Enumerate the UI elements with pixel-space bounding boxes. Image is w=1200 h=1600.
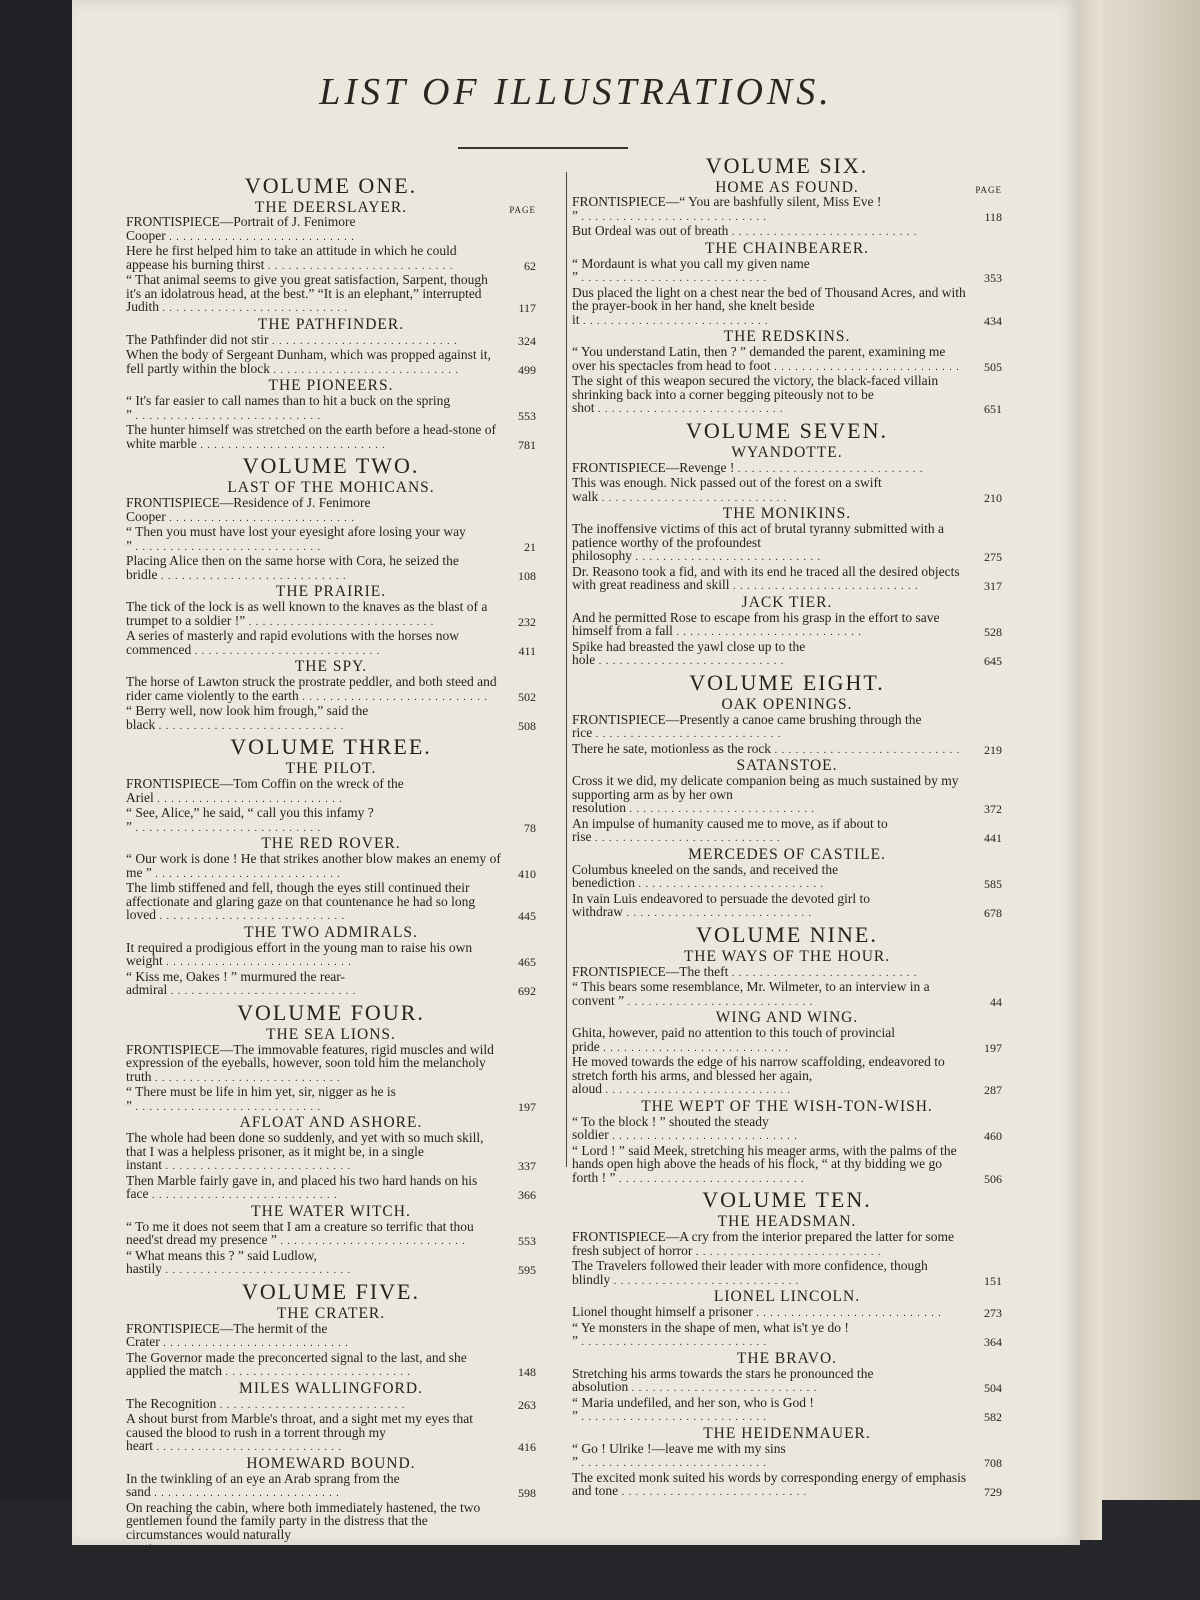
illustration-entry — [572, 1367, 1002, 1396]
entry-page-number: 505 — [984, 359, 1002, 374]
entry-caption: FRONTISPIECE—“ You are bashfully silent, Miss Eve ! ” . . . — [572, 195, 968, 224]
entry-caption: He moved towards the edge of his narrow scaffolding, endeavored to stretch forth his arms, and blessed her again, aloud . . . — [572, 1055, 968, 1098]
illustration-entry — [126, 394, 536, 423]
entry-caption: Lionel thought himself a prisoner . . . — [572, 1305, 968, 1321]
entry-page-number: 499 — [518, 362, 536, 377]
illustration-entry — [126, 777, 536, 806]
work-title: OAK OPENINGS. — [721, 695, 853, 713]
illustration-entry — [126, 881, 536, 924]
entry-caption: Columbus kneeled on the sands, and received the benediction . . . — [572, 863, 968, 892]
entry-page-number: 692 — [518, 984, 536, 998]
entry-caption: FRONTISPIECE—Tom Coffin on the wreck of the Ariel . . . — [126, 777, 502, 806]
volume-heading: VOLUME THREE. — [230, 734, 432, 759]
left-column — [126, 172, 536, 1557]
illustration-entry — [572, 1259, 1002, 1288]
illustration-entry — [126, 273, 536, 316]
entry-page-number: 263 — [518, 1397, 536, 1412]
volume-heading: VOLUME FIVE. — [242, 1278, 420, 1304]
page-edge — [1080, 0, 1102, 1540]
illustration-entry — [126, 244, 536, 273]
entry-page-number: 645 — [984, 654, 1002, 668]
illustration-entry — [126, 1501, 536, 1557]
work-title: THE HEIDENMAUER. — [703, 1424, 871, 1442]
entry-caption: “ That animal seems to give you great satisfaction, Sarpent, though it's an idolatrous head, at the best.” “It is an elephant,” interrupted Judith . . . — [126, 273, 502, 316]
work-title: THE PATHFINDER. — [257, 315, 405, 333]
entry-page-number: 44 — [990, 994, 1002, 1009]
illustration-entry — [572, 1115, 1002, 1144]
entry-page-number: 502 — [518, 689, 536, 704]
illustration-entry — [126, 1412, 536, 1455]
work-title: LAST OF THE MOHICANS. — [227, 479, 435, 496]
entry-caption: But Ordeal was out of breath . . . — [572, 224, 968, 240]
entry-page-number: 210 — [984, 490, 1002, 505]
entry-caption: And he permitted Rose to escape from his grasp in the effort to save himself from a fall . . . — [572, 611, 968, 640]
entry-page-number: 337 — [518, 1159, 536, 1173]
entry-page-number: 372 — [984, 802, 1002, 816]
work-title: THE REDSKINS. — [723, 328, 851, 345]
entry-caption: The Recognition . . . — [126, 1397, 502, 1413]
entry-caption: The inoffensive victims of this act of brutal tyranny submitted with a patience worthy of the profoundest philosophy . . . — [572, 522, 968, 565]
entry-page-number: 118 — [984, 209, 1002, 224]
entry-caption: When the body of Sergeant Dunham, which was propped against it, fell partly within the block . . . — [126, 348, 502, 377]
work-title: MERCEDES OF CASTILE. — [688, 845, 886, 863]
page-column-label: PAGE — [509, 205, 536, 215]
entry-caption: Ghita, however, paid no attention to this touch of provincial pride . . . — [572, 1026, 968, 1055]
illustration-entry — [572, 224, 1002, 240]
entry-caption: “ Then you must have lost your eyesight afore losing your way ” . . . — [126, 525, 502, 554]
entry-caption: The excited monk suited his words by corresponding energy of emphasis and tone . . . — [572, 1471, 968, 1500]
entry-caption: “ Kiss me, Oakes ! ” murmured the rear-admiral . . . — [126, 970, 502, 999]
entry-caption: FRONTISPIECE—Presently a canoe came brushing through the rice . . . — [572, 713, 968, 742]
entry-page-number: 287 — [984, 1083, 1002, 1097]
entry-caption: Dus placed the light on a chest near the bed of Thousand Acres, and with the prayer-book in her hand, she knelt beside it . . . — [572, 286, 968, 329]
entry-page-number: 273 — [984, 1306, 1002, 1320]
entry-caption: This was enough. Nick passed out of the forest on a swift walk . . . — [572, 476, 968, 505]
entry-page-number: 678 — [984, 906, 1002, 920]
entry-caption: “ Berry well, now look him frough,” said the black . . . — [126, 704, 502, 733]
illustration-entry — [572, 980, 1002, 1009]
entry-page-number: 353 — [984, 271, 1002, 285]
illustration-entry — [126, 1472, 536, 1501]
illustration-entry — [572, 1321, 1002, 1350]
entry-caption: An impulse of humanity caused me to move, as if about to rise . . . — [572, 817, 968, 846]
illustration-entry — [572, 742, 1002, 758]
entry-page-number: 553 — [518, 408, 536, 423]
illustration-entry — [572, 1026, 1002, 1055]
entry-page-number: 528 — [984, 625, 1002, 639]
work-title: THE WAYS OF THE HOUR. — [683, 947, 891, 965]
entry-page-number: 582 — [984, 1410, 1002, 1424]
entry-caption: “ This bears some resemblance, Mr. Wilmeter, to an interview in a convent ” . . . — [572, 980, 968, 1009]
entry-caption: “ Maria undefiled, and her son, who is God ! ” . . . — [572, 1396, 968, 1425]
volume-heading: VOLUME FOUR. — [237, 999, 425, 1025]
illustration-entry — [126, 333, 536, 349]
entry-caption: The Travelers followed their leader with more confidence, though blindly . . . — [572, 1259, 968, 1288]
entry-page-number: 434 — [984, 313, 1002, 328]
entry-page-number: 317 — [984, 579, 1002, 593]
entry-page-number: 197 — [518, 1099, 536, 1114]
entry-page-number: 506 — [984, 1171, 1002, 1186]
work-title: THE TWO ADMIRALS. — [244, 923, 418, 941]
work-title: THE CRATER. — [276, 1304, 386, 1322]
work-title: THE MONIKINS. — [722, 505, 852, 522]
entry-page-number: 781 — [518, 437, 536, 452]
entry-caption: FRONTISPIECE—Revenge ! . . . — [572, 461, 968, 477]
entry-caption: Then Marble fairly gave in, and placed his two hard hands on his face . . . — [126, 1174, 502, 1203]
work-title: WING AND WING. — [715, 1009, 859, 1026]
entry-caption: FRONTISPIECE—The theft . . . — [572, 965, 968, 981]
volume-heading: VOLUME TEN. — [702, 1187, 872, 1212]
illustration-entry — [572, 1471, 1002, 1500]
illustration-entry — [126, 496, 536, 525]
illustration-entry — [572, 640, 1002, 669]
entry-caption: “ Lord ! ” said Meek, stretching his meager arms, with the palms of the hands open high above the heads of his flock, “ at thy bidding we go forth ! ” . . . — [572, 1144, 968, 1187]
illustration-entry — [572, 286, 1002, 329]
entry-page-number: 62 — [524, 258, 536, 273]
illustration-entry — [572, 345, 1002, 374]
work-title: AFLOAT AND ASHORE. — [239, 1114, 423, 1131]
entry-page-number: 708 — [984, 1456, 1002, 1470]
title-rule — [458, 147, 628, 149]
illustration-entry — [572, 863, 1002, 892]
volume-heading: VOLUME EIGHT. — [689, 669, 885, 695]
entry-page-number: 108 — [518, 568, 536, 583]
entry-caption: On reaching the cabin, where both immediately hastened, the two gentlemen found the family party in the distress that the circumstances would naturally create . . . — [126, 1501, 502, 1557]
entry-caption: A series of masterly and rapid evolutions with the horses now commenced . . . — [126, 629, 502, 658]
entry-page-number: 630 — [518, 1542, 536, 1556]
illustration-entry — [572, 565, 1002, 594]
entry-caption: The whole had been done so suddenly, and yet with so much skill, that I was a helpless prisoner, as it might be, in a single instant . . . — [126, 1131, 502, 1174]
entry-caption: The sight of this weapon secured the victory, the black-faced villain shrinking back into a corner begging piteously not to be shot . . . — [572, 374, 968, 417]
illustration-entry — [572, 1055, 1002, 1098]
entry-page-number: 151 — [984, 1273, 1002, 1288]
entry-caption: FRONTISPIECE—The immovable features, rigid muscles and wild expression of the eyeballs, however, soon told him the melancholy truth . . . — [126, 1043, 502, 1086]
entry-page-number: 78 — [524, 820, 536, 835]
illustration-entry — [572, 374, 1002, 417]
column-divider — [566, 172, 567, 1167]
volume-heading: VOLUME NINE. — [696, 921, 878, 947]
work-title: THE PILOT. — [285, 760, 377, 777]
entry-caption: “ What means this ? ” said Ludlow, hastily . . . — [126, 1249, 502, 1278]
illustration-entry — [572, 476, 1002, 505]
entry-caption: The limb stiffened and fell, though the eyes still continued their affectionate and glaring gaze on that countenance he had so long loved . . . — [126, 881, 502, 924]
entry-caption: The tick of the lock is as well known to the knaves as the blast of a trumpet to a soldier !” . . . — [126, 600, 502, 629]
volume-heading: VOLUME ONE. — [244, 173, 418, 198]
entry-page-number: 21 — [524, 539, 536, 554]
illustration-entry — [126, 675, 536, 704]
page-column-label: PAGE — [975, 185, 1002, 195]
entry-caption: There he sate, motionless as the rock . . . — [572, 742, 968, 758]
entry-caption: The Governor made the preconcerted signal to the last, and she applied the match . . . — [126, 1351, 502, 1380]
entry-caption: Stretching his arms towards the stars he pronounced the absolution . . . — [572, 1367, 968, 1396]
entry-caption: “ You understand Latin, then ? ” demanded the parent, examining me over his spectacles from head to foot . . . — [572, 345, 968, 374]
illustration-entry — [126, 970, 536, 999]
work-title: THE WEPT OF THE WISH-TON-WISH. — [641, 1097, 933, 1115]
entry-caption: Spike had breasted the yawl close up to the hole . . . — [572, 640, 968, 669]
entry-page-number: 508 — [518, 718, 536, 733]
illustration-entry — [126, 1043, 536, 1086]
entry-page-number: 232 — [518, 614, 536, 629]
illustration-entry — [126, 1351, 536, 1380]
work-title: JACK TIER. — [741, 593, 833, 611]
illustration-entry — [572, 522, 1002, 565]
work-title: THE BRAVO. — [736, 1349, 838, 1367]
entry-page-number: 595 — [518, 1263, 536, 1277]
work-title: LIONEL LINCOLN. — [713, 1288, 861, 1305]
illustration-entry — [572, 1230, 1002, 1259]
entry-caption: “ To me it does not seem that I am a creature so terrific that thou need'st dread my presence ” . . . — [126, 1220, 502, 1249]
work-title: THE PRAIRIE. — [275, 583, 387, 600]
illustration-entry — [126, 348, 536, 377]
work-title: WYANDOTTE. — [731, 443, 843, 461]
entry-caption: “ Go ! Ulrike !—leave me with my sins ” . . . — [572, 1442, 968, 1471]
entry-page-number: 585 — [984, 877, 1002, 891]
illustration-entry — [572, 1442, 1002, 1471]
entry-caption: FRONTISPIECE—Residence of J. Fenimore Cooper . . . — [126, 496, 502, 525]
entry-page-number: 275 — [984, 550, 1002, 564]
illustration-entry — [572, 461, 1002, 477]
work-title: THE RED ROVER. — [261, 835, 401, 852]
entry-page-number: 729 — [984, 1485, 1002, 1499]
entry-caption: FRONTISPIECE—Portrait of J. Fenimore Cooper . . . — [126, 215, 502, 244]
work-title: THE HEADSMAN. — [717, 1213, 857, 1230]
entry-page-number: 416 — [518, 1440, 536, 1454]
illustration-entry — [572, 195, 1002, 224]
illustration-entry — [126, 525, 536, 554]
illustration-entry — [126, 806, 536, 835]
entry-caption: “ To the block ! ” shouted the steady soldier . . . — [572, 1115, 968, 1144]
volume-heading: VOLUME SIX. — [705, 153, 869, 178]
illustration-entry — [126, 215, 536, 244]
illustration-entry — [126, 852, 536, 881]
entry-caption: FRONTISPIECE—A cry from the interior prepared the latter for some fresh subject of horror . . . — [572, 1230, 968, 1259]
entry-caption: It required a prodigious effort in the young man to raise his own weight . . . — [126, 941, 502, 970]
entry-caption: Here he first helped him to take an attitude in which he could appease his burning thirst . . . — [126, 244, 502, 273]
entry-caption: The hunter himself was stretched on the earth before a head-stone of white marble . . . — [126, 423, 502, 452]
entry-page-number: 465 — [518, 955, 536, 969]
entry-caption: “ There must be life in him yet, sir, nigger as he is ” . . . — [126, 1085, 502, 1114]
illustration-entry — [126, 941, 536, 970]
illustration-entry — [126, 600, 536, 629]
work-title: THE DEERSLAYER. — [254, 199, 408, 216]
entry-caption: “ Ye monsters in the shape of men, what is't ye do ! ” . . . — [572, 1321, 968, 1350]
entry-caption: Dr. Reasono took a fid, and with its end he traced all the desired objects with great readiness and skill . . . — [572, 565, 968, 594]
illustration-entry — [126, 704, 536, 733]
entry-caption: “ Mordaunt is what you call my given name ” . . . — [572, 257, 968, 286]
entry-caption: FRONTISPIECE—The hermit of the Crater . . . — [126, 1322, 502, 1351]
entry-page-number: 148 — [518, 1365, 536, 1379]
work-title: SATANSTOE. — [736, 757, 838, 774]
work-title: THE SPY. — [294, 658, 368, 675]
entry-page-number: 117 — [518, 301, 536, 315]
illustration-entry — [572, 1396, 1002, 1425]
entry-page-number: 411 — [518, 643, 536, 658]
work-title: MILES WALLINGFORD. — [239, 1379, 423, 1397]
page-title: LIST OF ILLUSTRATIONS. — [319, 71, 833, 113]
entry-page-number: 364 — [984, 1335, 1002, 1349]
entry-caption: “ It's far easier to call names than to hit a buck on the spring ” . . . — [126, 394, 502, 423]
entry-caption: The Pathfinder did not stir . . . — [126, 333, 502, 349]
work-title: THE CHAINBEARER. — [704, 239, 870, 257]
illustration-entry — [572, 965, 1002, 981]
work-title: THE SEA LIONS. — [266, 1025, 396, 1043]
book-cover-right — [1100, 0, 1200, 1600]
entry-caption: A shout burst from Marble's throat, and a sight met my eyes that caused the blood to rush in a torrent through my heart . . . — [126, 1412, 502, 1455]
entry-caption: In the twinkling of an eye an Arab sprang from the sand . . . — [126, 1472, 502, 1501]
illustration-entry — [126, 1397, 536, 1413]
illustration-entry — [126, 1249, 536, 1278]
illustration-entry — [126, 554, 536, 583]
entry-caption: “ Our work is done ! He that strikes another blow makes an enemy of me ” . . . — [126, 852, 502, 881]
illustration-entry — [572, 892, 1002, 921]
entry-page-number: 598 — [518, 1486, 536, 1500]
entry-page-number: 651 — [984, 402, 1002, 416]
entry-caption: Placing Alice then on the same horse with Cora, he seized the bridle . . . — [126, 554, 502, 583]
entry-page-number: 324 — [518, 333, 536, 348]
entry-caption: In vain Luis endeavored to persuade the devoted girl to withdraw . . . — [572, 892, 968, 921]
entry-page-number: 197 — [984, 1040, 1002, 1055]
illustration-entry — [126, 629, 536, 658]
illustration-entry — [126, 423, 536, 452]
entry-page-number: 460 — [984, 1129, 1002, 1143]
entry-page-number: 410 — [518, 866, 536, 881]
work-title: THE PIONEERS. — [268, 377, 394, 394]
illustration-entry — [572, 713, 1002, 742]
book-page — [72, 0, 1080, 1556]
illustration-entry — [572, 1305, 1002, 1321]
entry-page-number: 504 — [984, 1381, 1002, 1395]
work-title: HOME AS FOUND. — [715, 179, 859, 196]
entry-page-number: 445 — [518, 909, 536, 923]
entry-caption: “ See, Alice,” he said, “ call you this infamy ? ” . . . — [126, 806, 502, 835]
illustration-entry — [126, 1174, 536, 1203]
illustration-entry — [126, 1131, 536, 1174]
entry-caption: The horse of Lawton struck the prostrate peddler, and both steed and rider came violently to the earth . . . — [126, 675, 502, 704]
entry-caption: Cross it we did, my delicate companion being as much sustained by my supporting arm as by her own resolution . . . — [572, 774, 968, 817]
entry-page-number: 441 — [984, 831, 1002, 845]
volume-heading: VOLUME SEVEN. — [686, 417, 888, 443]
illustration-entry — [572, 257, 1002, 286]
illustration-entry — [572, 774, 1002, 817]
illustration-entry — [126, 1220, 536, 1249]
illustration-entry — [572, 611, 1002, 640]
work-title: HOMEWARD BOUND. — [246, 1454, 416, 1472]
entry-page-number: 366 — [518, 1188, 536, 1202]
illustration-entry — [572, 1144, 1002, 1187]
entry-page-number: 219 — [984, 742, 1002, 757]
entry-page-number: 553 — [518, 1234, 536, 1248]
illustration-entry — [572, 817, 1002, 846]
right-column — [572, 152, 1002, 1500]
work-title: THE WATER WITCH. — [251, 1202, 411, 1220]
volume-heading: VOLUME TWO. — [242, 453, 420, 478]
illustration-entry — [126, 1085, 536, 1114]
illustration-entry — [126, 1322, 536, 1351]
